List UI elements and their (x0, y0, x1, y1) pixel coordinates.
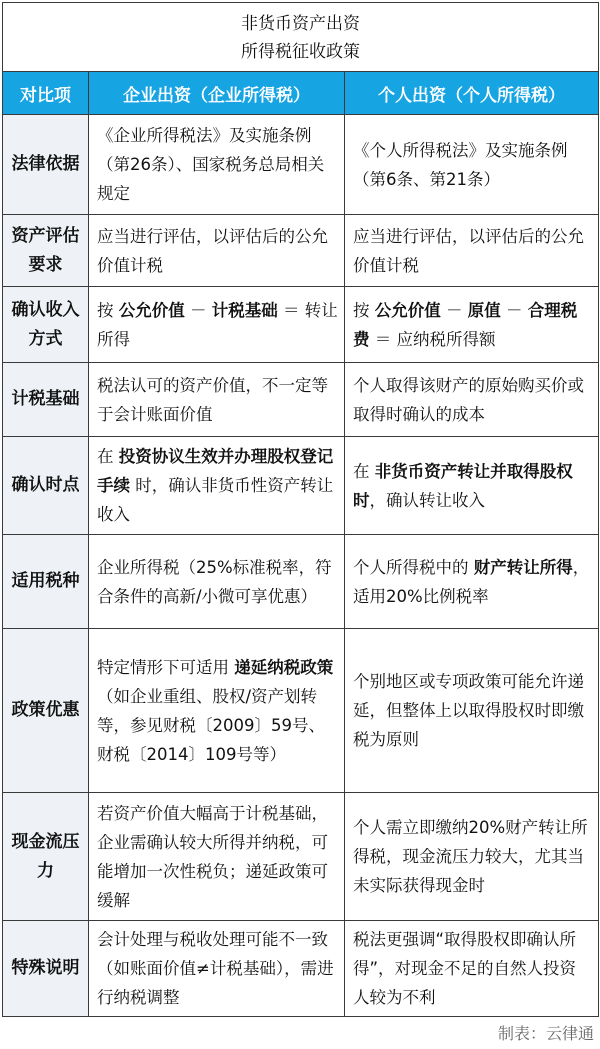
individual-cell: 应当进行评估，以评估后的公允价值计税 (345, 215, 599, 287)
individual-cell: 个别地区或专项政策可能允许递延，但整体上以取得股权时即缴税为原则 (345, 629, 599, 793)
title-line-2: 所得税征收政策 (241, 42, 360, 62)
row-label: 适用税种 (3, 535, 89, 629)
table-row (3, 287, 599, 363)
individual-cell: 个人取得该财产的原始购买价或取得时确认的成本 (345, 363, 599, 437)
enterprise-cell: 在 投资协议生效并办理股权登记手续 时，确认非货币性资产转让收入 (89, 437, 345, 535)
table-row (3, 363, 599, 437)
comparison-table (2, 2, 599, 1017)
row-label: 现金流压力 (3, 793, 89, 921)
header-enterprise: 企业出资（企业所得税） (89, 72, 345, 115)
individual-cell: 税法更强调“取得股权即确认所得”，对现金不足的自然人投资人较为不利 (345, 921, 599, 1017)
table-row (3, 215, 599, 287)
title-line-1: 非货币资产出资 (241, 14, 360, 34)
table-row (3, 629, 599, 793)
table-row (3, 793, 599, 921)
table-title (3, 3, 599, 72)
row-label: 确认收入方式 (3, 287, 89, 363)
individual-cell: 按 公允价值 － 原值 － 合理税费 ＝ 应纳税所得额 (345, 287, 599, 363)
row-label: 计税基础 (3, 363, 89, 437)
table-row (3, 921, 599, 1017)
enterprise-cell: 企业所得税（25%标准税率，符合条件的高新/小微可享优惠） (89, 535, 345, 629)
enterprise-cell: 按 公允价值 － 计税基础 ＝ 转让所得 (89, 287, 345, 363)
row-label: 法律依据 (3, 115, 89, 215)
enterprise-cell: 特定情形下可适用 递延纳税政策（如企业重组、股权/资产划转等，参见财税〔2009〕59号、财税〔2014〕109号等） (89, 629, 345, 793)
enterprise-cell: 税法认可的资产价值，不一定等于会计账面价值 (89, 363, 345, 437)
row-label: 确认时点 (3, 437, 89, 535)
table-row (3, 115, 599, 215)
table-row (3, 437, 599, 535)
enterprise-cell: 会计处理与税收处理可能不一致（如账面价值≠计税基础），需进行纳税调整 (89, 921, 345, 1017)
header-individual: 个人出资（个人所得税） (345, 72, 599, 115)
enterprise-cell: 若资产价值大幅高于计税基础，企业需确认较大所得并纳税，可能增加一次性税负；递延政策可缓解 (89, 793, 345, 921)
individual-cell: 个人所得税中的 财产转让所得，适用20%比例税率 (345, 535, 599, 629)
footer-credit: 制表：云律通 (497, 1024, 594, 1043)
individual-cell: 个人需立即缴纳20%财产转让所得税，现金流压力较大，尤其当未实际获得现金时 (345, 793, 599, 921)
enterprise-cell: 《企业所得税法》及实施条例（第26条）、国家税务总局相关规定 (89, 115, 345, 215)
individual-cell: 《个人所得税法》及实施条例（第6条、第21条） (345, 115, 599, 215)
row-label: 特殊说明 (3, 921, 89, 1017)
individual-cell: 在 非货币资产转让并取得股权时，确认转让收入 (345, 437, 599, 535)
header-compare-item: 对比项 (3, 72, 89, 115)
table-row (3, 535, 599, 629)
row-label: 政策优惠 (3, 629, 89, 793)
enterprise-cell: 应当进行评估，以评估后的公允价值计税 (89, 215, 345, 287)
row-label: 资产评估要求 (3, 215, 89, 287)
header-row (3, 72, 599, 115)
